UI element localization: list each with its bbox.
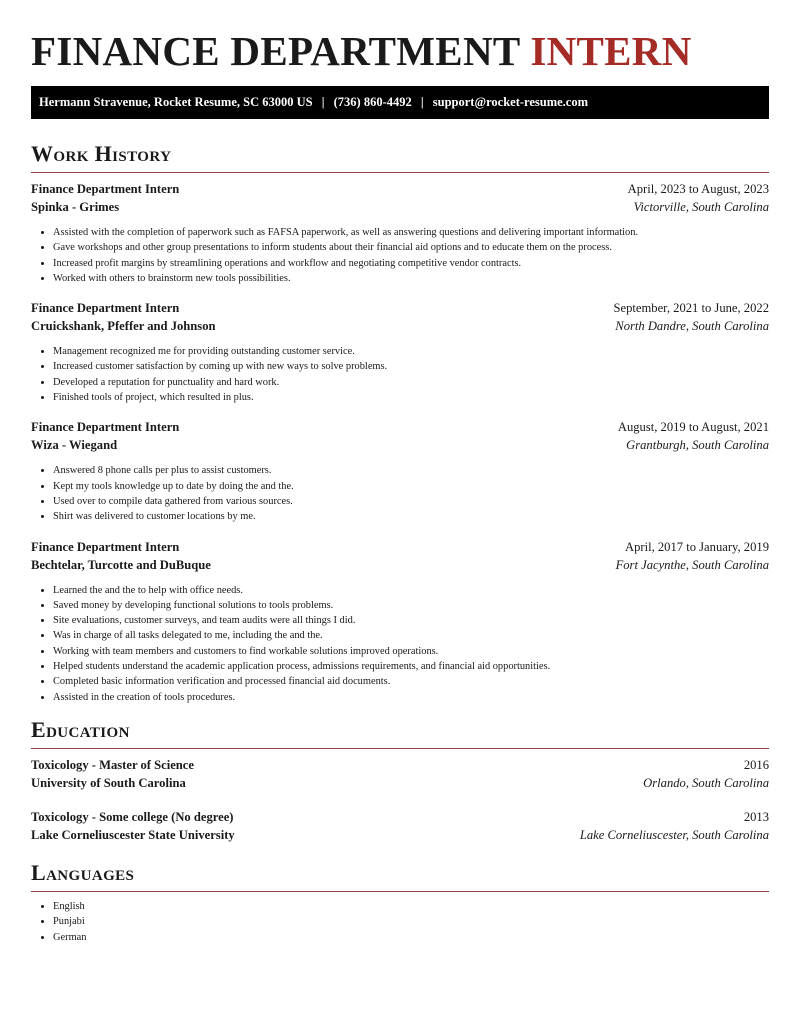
job-bullets — [31, 344, 769, 405]
job-title: Finance Department Intern — [31, 182, 180, 196]
job-bullet: • Increased customer satisfaction by coming up with new ways to solve problems. — [53, 359, 769, 374]
employer-name: Spinka - Grimes — [31, 200, 120, 214]
education-heading: Education — [31, 717, 769, 749]
graduation-year: 2013 — [743, 809, 769, 824]
title-accent: INTERN — [530, 28, 692, 74]
job-bullet: • Finished tools of project, which resulted in plus. — [53, 390, 769, 405]
education-entry — [31, 810, 769, 846]
employer-name: Bechtelar, Turcotte and DuBuque — [31, 557, 211, 572]
page-title — [31, 0, 769, 74]
job-title: Finance Department Intern — [31, 539, 180, 554]
job-bullets — [31, 583, 769, 705]
job-bullet: • Saved money by developing functional solutions to tools problems. — [53, 598, 769, 613]
job-bullet: • Was in charge of all tasks delegated to me, including the and the. — [53, 628, 769, 643]
job-bullet: • Gave workshops and other group presentations to inform students about their financial aid options and to educate them on the process. — [53, 240, 769, 255]
job-dates: September, 2021 to June, 2022 — [613, 301, 769, 316]
job-location: North Dandre, South Carolina — [615, 319, 769, 334]
job-location: Grantburgh, South Carolina — [626, 438, 769, 453]
job-bullet: • Used over to compile data gathered from various sources. — [53, 494, 769, 509]
job-dates: April, 2017 to January, 2019 — [625, 539, 769, 554]
job-title: Finance Department Intern — [31, 420, 180, 435]
contact-email[interactable]: support@rocket-resume.com — [432, 95, 589, 109]
job-bullet: • Management recognized me for providing outstanding customer service. — [53, 344, 769, 359]
job-bullet: • Site evaluations, customer surveys, and team audits were all things I did. — [53, 613, 769, 628]
job-bullet: • Increased profit margins by streamlining operations and workflow and negotiating competitive vendor contracts. — [53, 256, 769, 271]
job-bullet: • Worked with others to brainstorm new tools possibilities. — [53, 271, 769, 286]
employer-name: Wiza - Wiegand — [31, 438, 118, 453]
job-bullet: • Completed basic information verification and processed financial aid documents. — [53, 674, 769, 689]
languages-list — [31, 899, 769, 945]
employer-name: Cruickshank, Pfeffer and Johnson — [31, 319, 216, 334]
job-dates: April, 2023 to August, 2023 — [627, 182, 769, 196]
job-bullet: • Answered 8 phone calls per plus to assist customers. — [53, 463, 769, 478]
language-item: • German — [53, 930, 769, 945]
contact-separator: | — [420, 95, 424, 109]
contact-address: Hermann Stravenue, Rocket Resume, SC 63000 US — [39, 95, 313, 109]
job-bullet: • Helped students understand the academic application process, admissions requirements, and financial aid opportunities. — [53, 659, 769, 674]
job-bullets — [31, 225, 769, 286]
job-bullet: • Kept my tools knowledge up to date by doing the and the. — [53, 479, 769, 494]
school-location: Lake Corneliuscester, South Carolina — [579, 827, 769, 842]
work-history-heading: Work History — [31, 141, 769, 173]
work-entry — [31, 540, 769, 705]
job-bullet: • Working with team members and customers to find workable solutions improved operations. — [53, 644, 769, 659]
degree: Toxicology - Some college (No degree) — [31, 809, 234, 824]
degree: Toxicology - Master of Science — [31, 757, 194, 772]
graduation-year: 2016 — [743, 757, 769, 772]
job-bullet: • Learned the and the to help with office needs. — [53, 583, 769, 598]
job-location: Fort Jacynthe, South Carolina — [615, 557, 769, 572]
job-bullets — [31, 463, 769, 524]
language-item: • English — [53, 899, 769, 914]
job-location: Victorville, South Carolina — [633, 200, 769, 214]
work-entry — [31, 420, 769, 524]
job-bullet: • Assisted in the creation of tools procedures. — [53, 690, 769, 705]
job-title: Finance Department Intern — [31, 301, 180, 316]
languages-heading: Languages — [31, 860, 769, 892]
job-bullet: • Shirt was delivered to customer locations by me. — [53, 509, 769, 524]
work-entry — [31, 301, 769, 405]
school-location: Orlando, South Carolina — [643, 775, 769, 790]
work-entry — [31, 182, 769, 286]
contact-phone[interactable]: (736) 860-4492 — [333, 95, 412, 109]
job-dates: August, 2019 to August, 2021 — [617, 420, 769, 435]
contact-bar — [31, 86, 769, 119]
job-bullet: • Assisted with the completion of paperwork such as FAFSA paperwork, as well as answering questions and delivering important information. — [53, 225, 769, 240]
language-item: • Punjabi — [53, 914, 769, 929]
title-main: FINANCE DEPARTMENT — [31, 28, 520, 74]
education-entry — [31, 758, 769, 794]
school-name: Lake Corneliuscester State University — [31, 827, 235, 842]
contact-separator: | — [321, 95, 325, 109]
school-name: University of South Carolina — [31, 775, 186, 790]
job-bullet: • Developed a reputation for punctuality and hard work. — [53, 375, 769, 390]
